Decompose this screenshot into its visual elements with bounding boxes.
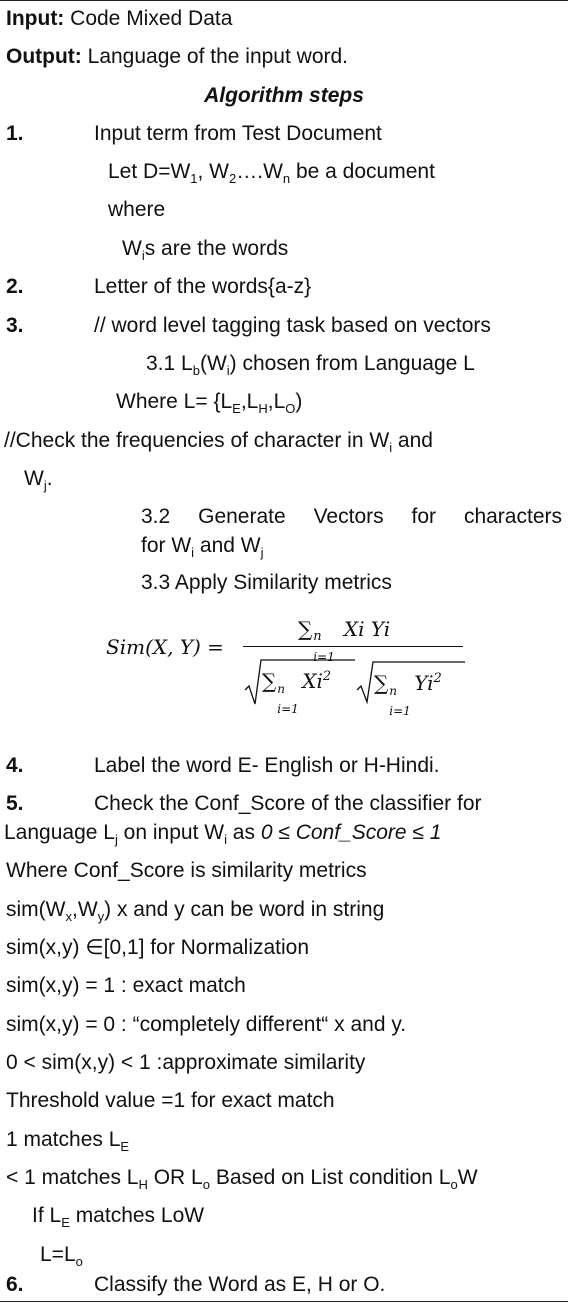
output-label: Output: — [6, 45, 82, 68]
conf-score-def: Where Conf_Score is similarity metrics — [6, 859, 367, 882]
step-6-number: 6. — [6, 1273, 24, 1296]
formula-numerator: ∑ n i=1 Xi Yi — [298, 617, 391, 664]
input-line — [6, 6, 232, 32]
match-english: 1 matches $L_E$ — [6, 1128, 130, 1154]
fraction-bar — [243, 646, 463, 647]
step-2-text: Letter of the words{a-z} — [94, 275, 312, 298]
match-other: < 1 matches $L_H$ OR $L_o$ Based on List condition $L_oW$ — [6, 1166, 478, 1192]
step-3-number: 3. — [6, 314, 24, 337]
where-line: where — [108, 198, 166, 221]
language-set: Where $L= \{L_E,L_H,L_O)$ — [116, 390, 303, 416]
step-1-text: Input term from Test Document — [94, 122, 382, 145]
algorithm-title: Algorithm steps — [204, 84, 364, 107]
words-definition: $W_is$ are the words — [122, 237, 289, 263]
step-3-3: 3.3 Apply Similarity metrics — [141, 571, 392, 594]
step-1-number: 1. — [6, 122, 24, 145]
check-frequencies: //Check the frequencies of character in $W_i$ and — [4, 429, 433, 455]
formula-lhs: Sim(X, Y) = — [106, 635, 224, 659]
output-value: Language of the input word. — [87, 45, 349, 68]
threshold: Threshold value =1 for exact match — [6, 1089, 335, 1112]
step-2-number: 2. — [6, 275, 24, 298]
output-line — [6, 44, 348, 70]
step-5-cont: Language $L_j$ on input $W_i$ as 0 ≤ Conf_Score ≤ 1 — [4, 821, 442, 847]
formula-denominator-y: ∑ n i=1 Yi$^2$ — [374, 671, 442, 718]
step-3-2-cont: for $W_i$ and $W_j$ — [141, 534, 264, 560]
input-label: Input: — [6, 7, 65, 30]
document-definition: Let $D=W_1$, $W_2\dots.W_n$ be a document — [108, 160, 435, 186]
sim-different: sim(x,y) = 0 : “completely different“ x and y. — [6, 1013, 407, 1036]
wj-line: $W_j$. — [24, 467, 53, 493]
step-5-number: 5. — [6, 792, 24, 815]
if-condition: If $L_E$ matches LoW — [32, 1204, 205, 1230]
step-5-text: Check the Conf_Score of the classifier for — [94, 792, 482, 815]
step-4-number: 4. — [6, 754, 24, 777]
step-4-text: Label the word E- English or H-Hindi. — [94, 754, 440, 777]
input-value: Code Mixed Data — [70, 7, 233, 30]
formula-denominator-x: ∑ n i=1 Xi$^2$ — [262, 669, 332, 716]
assign-lo: $L=L_o$ — [40, 1243, 83, 1269]
sim-approx: 0 < sim(x,y) < 1 :approximate similarity — [6, 1051, 366, 1074]
sim-def: $sim(W_x,W_y)$ x and y can be word in string — [6, 898, 385, 924]
step-6-text: Classify the Word as E, H or O. — [94, 1273, 386, 1296]
sim-exact: sim(x,y) = 1 : exact match — [6, 974, 246, 997]
step-3-1: 3.1 $L_b(W_i)$ chosen from Language L — [146, 352, 475, 378]
sim-normalization: sim(x,y) ∈[0,1] for Normalization — [6, 936, 310, 959]
step-3-text: // word level tagging task based on vectors — [94, 314, 491, 337]
step-3-2: 3.2 Generate Vectors for characters — [141, 505, 562, 528]
